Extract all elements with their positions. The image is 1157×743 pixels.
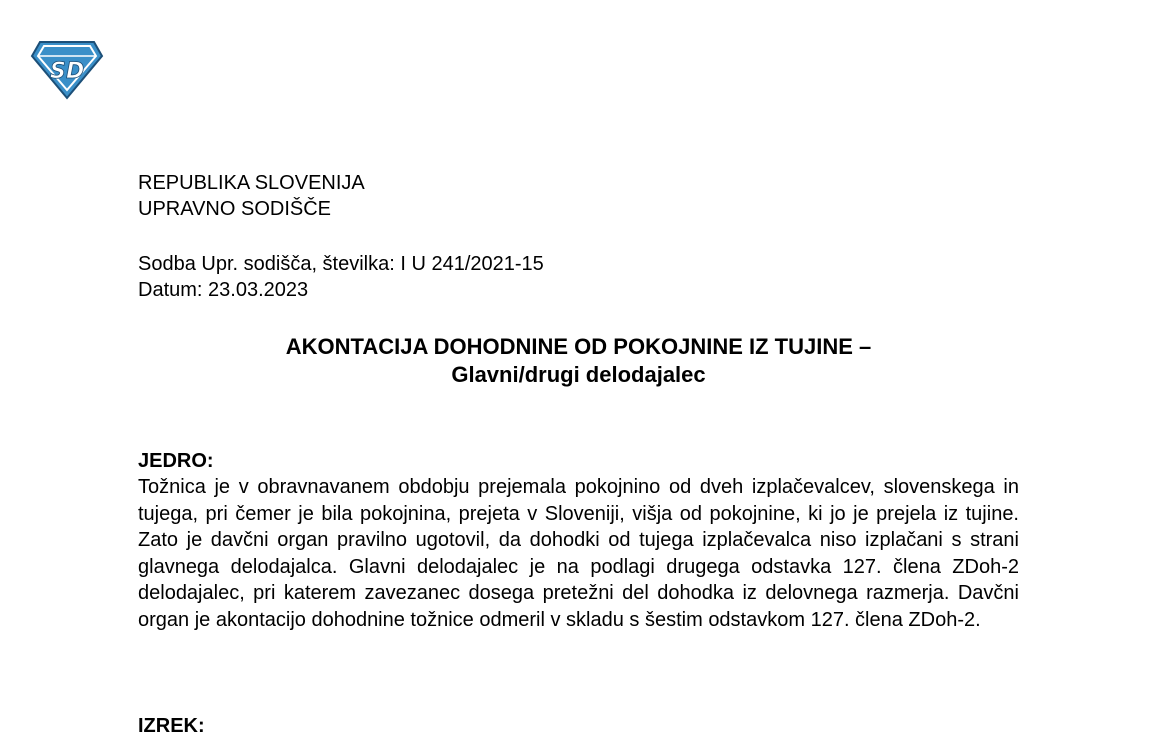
- court-header: [138, 170, 365, 222]
- izrek-heading: IZREK:: [138, 715, 205, 737]
- svg-text:S: S: [50, 59, 66, 84]
- svg-text:D: D: [66, 59, 85, 84]
- title-line-1: AKONTACIJA DOHODNINE OD POKOJNINE IZ TUJINE –: [285, 334, 872, 359]
- jedro-heading: JEDRO:: [138, 450, 214, 472]
- court-logo: [30, 40, 104, 100]
- jedro-body: Tožnica je v obravnavanem obdobju prejemala pokojnino od dveh izplačevalcev, slovenskega in tujega, pri čemer je bila pokojnina, prejeta v Sloveniji, višja od pokojnine, ki jo je prejela iz tujine. Zato je davčni organ pravilno ugotovil, da dohodki od tujega izplačevalca niso izplačani s strani glavnega delodajalca. Glavni delodajalec je na podlagi drugega odstavka 127. člena ZDoh-2 delodajalec, pri katerem zavezanec dosega pretežni del dohodka iz delovnega razmerja. Davčni organ je akontacijo dohodnine tožnice odmeril v skladu s šestim odstavkom 127. člena ZDoh-2.: [138, 476, 1019, 631]
- sd-diamond-logo-icon: [30, 40, 104, 100]
- header-country: REPUBLIKA SLOVENIJA: [138, 172, 365, 194]
- header-court: UPRAVNO SODIŠČE: [138, 198, 331, 220]
- case-info: [138, 251, 544, 303]
- case-number: Sodba Upr. sodišča, številka: I U 241/2021-15: [138, 253, 544, 275]
- document-title: [138, 333, 1019, 389]
- case-date: Datum: 23.03.2023: [138, 279, 309, 301]
- title-line-2: Glavni/drugi delodajalec: [451, 362, 706, 387]
